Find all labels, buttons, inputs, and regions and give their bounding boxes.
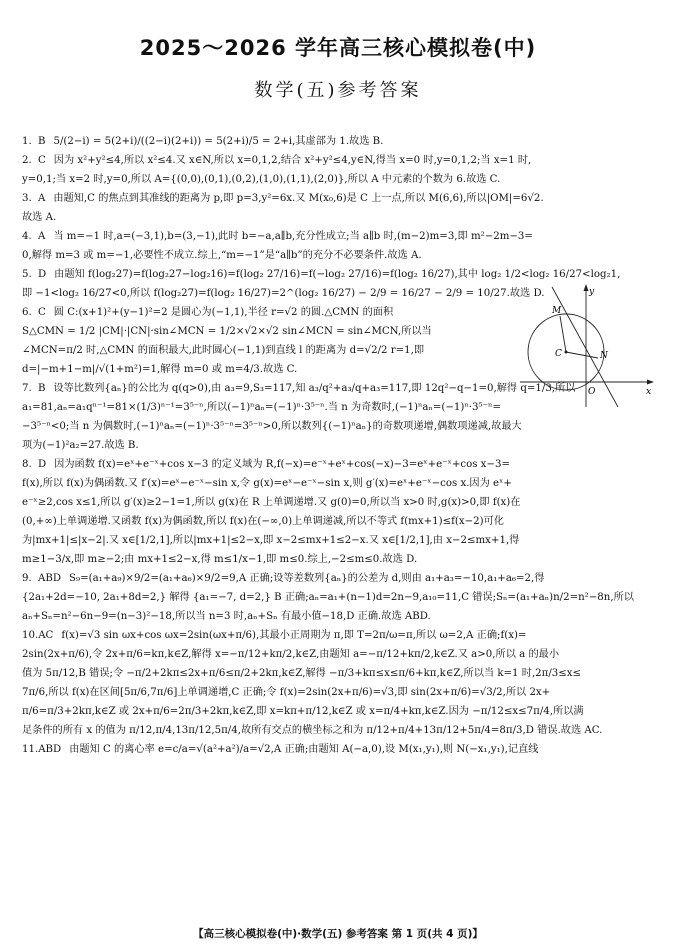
answer-line — [22, 702, 658, 721]
solution-text: f(x),所以 f(x)为偶函数.又 f′(x)=eˣ−e⁻ˣ−sin x,令 g(x)=eˣ−e⁻ˣ−sin x,则 g′(x)=eˣ+e⁻ˣ−cos x.因为 eˣ+ — [22, 478, 512, 489]
solution-text: 2sin(2x+π/6),令 2x+π/6=kπ,k∈Z,解得 x=−π/12+kπ/2,k∈Z,由题知 a=−π/12+kπ/2,k∈Z.又 a>0,所以 a 的最小 — [22, 649, 560, 660]
x-axis-label: x — [646, 387, 652, 397]
question-number: 7. — [22, 383, 32, 394]
solution-text: S₉=(a₁+a₉)×9/2=(a₁+a₆)×9/2=9,A 正确;设等差数列{aₙ}的公差为 d,则由 a₁+a₃=−10,a₁+a₆=2,得 — [69, 573, 545, 584]
answer-line — [22, 740, 658, 759]
solution-text: −3⁵⁻ⁿ<0;当 n 为偶数时,(−1)ⁿaₙ=(−1)ⁿ·3⁵⁻ⁿ=3⁵⁻ⁿ>0,所以数列{(−1)ⁿaₙ}的奇数项递增,偶数项递减,故最大 — [22, 421, 522, 432]
question-number: 1. — [22, 136, 32, 147]
question-number: 10. — [22, 630, 39, 641]
answer-choice: B — [38, 383, 46, 394]
line-l — [552, 287, 618, 407]
answer-line — [22, 360, 514, 379]
question-number: 3. — [22, 193, 32, 204]
answer-line — [22, 588, 658, 607]
page-subtitle: 数学(五)参考答案 — [254, 80, 422, 101]
solution-text: aₙ+Sₙ=n²−6n−9=(n−3)²−18,所以当 n=3 时,aₙ+Sₙ 有最小值−18,D 正确.故选 ABD. — [22, 611, 431, 622]
answer-line — [22, 645, 658, 664]
question-block — [22, 151, 658, 189]
solution-text: 圆 C:(x+1)²+(y−1)²=2 是圆心为(−1,1),半径 r=√2 的圆.△CMN 的面积 — [53, 307, 394, 318]
question-block — [22, 132, 658, 151]
question-block — [22, 740, 658, 759]
answer-line — [22, 151, 658, 170]
center-point — [565, 351, 568, 354]
answer-line — [22, 664, 658, 683]
answer-choice: C — [38, 307, 46, 318]
answer-line — [22, 227, 658, 246]
answer-line — [22, 246, 658, 265]
question-block — [22, 455, 658, 569]
solution-text: f(x)=√3 sin ωx+cos ωx=2sin(ωx+π/6),其最小正周期为 π,即 T=2π/ω=π,所以 ω=2,A 正确;f(x)= — [61, 630, 527, 641]
question-block — [22, 227, 658, 265]
solution-text: 由题知 C 的离心率 e=c/a=√(a²+a²)/a=√2,A 正确;由题知 A(−a,0),设 M(x₁,y₁),则 N(−x₁,y₁),记直线 — [69, 744, 539, 755]
y-axis-arrow — [584, 284, 589, 291]
solution-text: (0,+∞)上单调递增.又函数 f(x)为偶函数,所以 f(x)在(−∞,0)上单调递减,所以不等式 f(mx+1)≤f(x−2)可化 — [22, 516, 504, 527]
answer-body — [22, 132, 658, 759]
solution-text: 0,解得 m=3 或 m=−1,必要性不成立.综上,“m=−1”是“a∥b”的充分不必要条件.故选 A. — [22, 250, 422, 261]
solution-text: 由题知,C 的焦点到其准线的距离为 p,即 p=3,y²=6x.又 M(x₀,6)是 C 上一点,所以 M(6,6),所以|OM|=6√2. — [53, 193, 544, 204]
y-axis-label: y — [589, 287, 595, 297]
answer-line — [22, 341, 514, 360]
answer-choice: ABD — [38, 744, 62, 755]
answer-line — [22, 208, 658, 227]
solution-text: 因为函数 f(x)=eˣ+e⁻ˣ+cos x−3 的定义域为 R,f(−x)=e⁻ˣ+eˣ+cos(−x)−3=eˣ+e⁻ˣ+cos x−3= — [54, 459, 510, 470]
solution-text: 由题知 f(log₂27)=f(log₂27−log₂16)=f(log₂ 27/16)=f(−log₂ 27/16)=f(log₂ 16/27),其中 log₂ 1/2<log₂ 16/27<log₂1, — [54, 269, 621, 280]
answer-choice: AC — [38, 630, 54, 641]
solution-text: 为|mx+1|≤|x−2|.又 x∈[1/2,1],所以|mx+1|≤2−x,即 x−2≤mx+1≤2−x.又 x∈[1/2,1],由 x−2≤mx+1,得 — [22, 535, 520, 546]
solution-text: 当 m=−1 时,a=(−3,1),b=(3,−1),此时 b=−a,a∥b,充分性成立;当 a∥b 时,(m−2)m=3,即 m²−2m−3= — [53, 231, 533, 242]
answer-line — [22, 436, 658, 455]
answer-line — [22, 607, 658, 626]
answer-line — [22, 170, 658, 189]
answer-line — [22, 417, 658, 436]
solution-text: 即 −1<log₂ 16/27<0,所以 f(log₂27)=f(log₂ 16/27)=2^(log₂ 16/27) − 2/9 = 16/27 − 2/9 = 10/27.故选 D. — [22, 288, 545, 299]
solution-text: {2a₁+2d=−10, 2a₁+8d=2,} 解得 {a₁=−7, d=2,} B 正确;aₙ=a₁+(n−1)d=2n−9,a₁₀=11,C 错误;Sₙ=(a₁+aₙ)n/2=n²−8n,所以 — [22, 592, 634, 603]
answer-line — [22, 189, 658, 208]
solution-text: 因为 x²+y²≤4,所以 x²≤4.又 x∈N,所以 x=0,1,2,结合 x²+y²≤4,y∈N,得当 x=0 时,y=0,1,2;当 x=1 时, — [53, 155, 532, 166]
answer-line — [22, 683, 658, 702]
solution-text: e⁻ˣ≥2,cos x≤1,所以 g′(x)≥2−1=1,所以 g(x)在 R 上单调递增.又 g(0)=0,所以当 x>0 时,g(x)>0,即 f(x)在 — [22, 497, 521, 508]
answer-choice: B — [38, 136, 46, 147]
question-block — [22, 189, 658, 227]
question-number: 11. — [22, 744, 39, 755]
answer-line — [22, 569, 658, 588]
solution-text: 故选 A. — [22, 212, 57, 223]
solution-text: ∠MCN=π/2 时,△CMN 的面积最大,此时圆心(−1,1)到直线 l 的距离为 d=√2/2 r=1,即 — [22, 345, 425, 356]
question-block — [22, 569, 658, 626]
solution-text: S△CMN = 1/2 |CM|·|CN|·sin∠MCN = 1/2×√2×√2 sin∠MCN = sin∠MCN,所以当 — [22, 326, 432, 337]
x-axis-arrow — [647, 380, 654, 385]
solution-text: π/6=π/3+2kπ,k∈Z 或 2x+π/6=2π/3+2kπ,k∈Z,即 x=kπ+π/12,k∈Z 或 x=π/4+kπ,k∈Z.因为 −π/12≤x≤7π/4,所以满 — [22, 706, 584, 717]
answer-choice: D — [38, 459, 47, 470]
origin-label: O — [588, 387, 596, 397]
answer-line — [22, 322, 514, 341]
solution-text: 项为(−1)²a₂=27.故选 B. — [22, 440, 139, 451]
answer-line — [22, 303, 514, 322]
answer-choice: A — [38, 231, 46, 242]
answer-choice: C — [38, 155, 46, 166]
solution-text: a₁=81,aₙ=a₁qⁿ⁻¹=81×(1/3)ⁿ⁻¹=3⁵⁻ⁿ,所以(−1)ⁿaₙ=(−1)ⁿ·3⁵⁻ⁿ.当 n 为奇数时,(−1)ⁿaₙ=(−1)ⁿ·3⁵⁻ⁿ= — [22, 402, 501, 413]
answer-line — [22, 531, 658, 550]
segment-cm — [560, 316, 566, 352]
solution-text: 足条件的所有 x 的值为 π/12,π/4,13π/12,5π/4,故所有交点的横坐标之和为 π/12+π/4+13π/12+5π/4=8π/3,D 错误.故选 AC. — [22, 725, 603, 736]
answer-choice: ABD — [38, 573, 62, 584]
question-block — [22, 626, 658, 740]
segment-cn — [566, 352, 598, 358]
solution-text: 设等比数列{aₙ}的公比为 q(q>0),由 a₃=9,S₃=117,知 a₃/q²+a₃/q+a₃=117,即 12q²−q−1=0,解得 q=1/3,所以 — [53, 383, 576, 394]
solution-text: 值为 5π/12,B 错误;令 −π/2+2kπ≤2x+π/6≤π/2+2kπ,k∈Z,解得 −π/3+kπ≤x≤π/6+kπ,k∈Z,所以当 k=1 时,2π/3≤x≤ — [22, 668, 582, 679]
solution-text: d=|−m+1−m|/√(1+m²)=1,解得 m=0 或 m=4/3.故选 C. — [22, 364, 298, 375]
page-title: 2025～2026 学年高三核心模拟卷(中) — [139, 36, 537, 60]
solution-text: 5/(2−i) = 5(2+i)/((2−i)(2+i)) = 5(2+i)/5 = 2+i,其虚部为 1.故选 B. — [53, 136, 384, 147]
answer-choice: A — [38, 193, 46, 204]
answer-line — [22, 132, 658, 151]
answer-line — [22, 626, 658, 645]
answer-line — [22, 455, 658, 474]
question-number: 5. — [22, 269, 32, 280]
answer-line — [22, 721, 658, 740]
answer-line — [22, 550, 658, 569]
question-number: 9. — [22, 573, 32, 584]
page-footer: 【高三核心模拟卷(中)·数学(五) 参考答案 第 1 页(共 4 页)】 — [193, 928, 483, 940]
solution-text: y=0,1;当 x=2 时,y=0,所以 A={(0,0),(0,1),(0,2),(1,0),(1,1),(2,0)},所以 A 中元素的个数为 6.故选 C. — [22, 174, 501, 185]
point-m-label: M — [552, 306, 562, 316]
question-number: 2. — [22, 155, 32, 166]
circle-line-figure — [518, 282, 658, 412]
question-number: 4. — [22, 231, 32, 242]
solution-text: m≥1−3/x,即 m≥−2;由 mx+1≤2−x,得 m≤1/x−1,即 m≤0.综上,−2≤m≤0.故选 D. — [22, 554, 418, 565]
answer-line — [22, 512, 658, 531]
solution-text: 7π/6,所以 f(x)在区间[5π/6,7π/6]上单调递增,C 正确;令 f(x)=2sin(2x+π/6)=√3,即 sin(2x+π/6)=√3/2,所以 2x+ — [22, 687, 551, 698]
answer-choice: D — [38, 269, 47, 280]
center-label: C — [555, 349, 562, 359]
answer-line — [22, 493, 658, 512]
point-n-label: N — [600, 351, 608, 361]
question-number: 6. — [22, 307, 32, 318]
answer-line — [22, 474, 658, 493]
question-number: 8. — [22, 459, 32, 470]
